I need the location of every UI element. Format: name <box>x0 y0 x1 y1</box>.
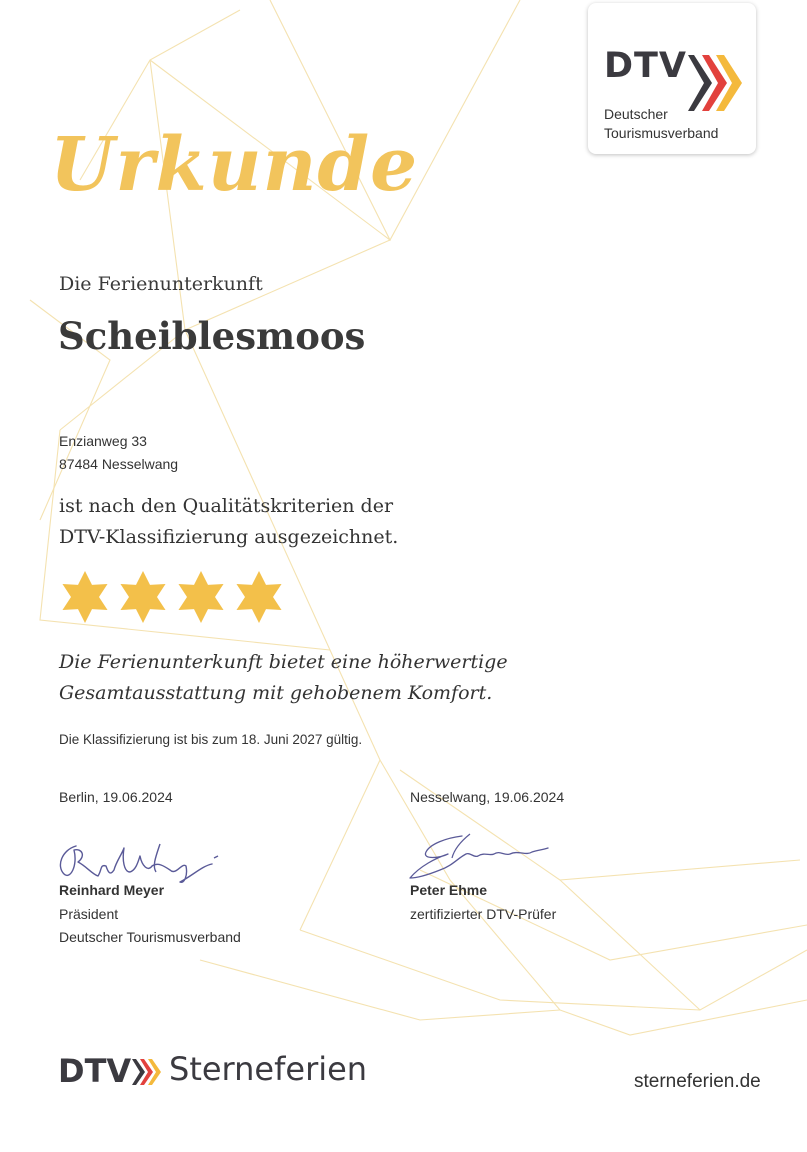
signer-name-right: Peter Ehme <box>410 882 488 898</box>
description-line-1: Die Ferienunterkunft bietet eine höherwertige <box>59 651 508 673</box>
signature-peter-ehme <box>400 828 560 884</box>
certificate-subtitle: Die Ferienunterkunft <box>59 273 263 295</box>
signer-role-right-1: zertifizierter DTV-Prüfer <box>410 906 557 922</box>
statement-line-1: ist nach den Qualitätskriterien der <box>59 495 394 517</box>
address-street: Enzianweg 33 <box>59 433 147 449</box>
signer-role-left-2: Deutscher Tourismusverband <box>59 929 241 945</box>
footer-logo-abbr: DTV <box>58 1052 132 1090</box>
footer-chevron-icon <box>131 1057 165 1087</box>
logo-text-line1: Deutscher <box>604 106 668 122</box>
signer-name-left: Reinhard Meyer <box>59 882 165 898</box>
property-name: Scheiblesmoos <box>58 314 366 358</box>
star-icon <box>174 570 228 624</box>
address-city: 87484 Nesselwang <box>59 456 179 472</box>
place-date-right: Nesselwang, 19.06.2024 <box>410 789 565 805</box>
chevron-logo-icon <box>686 51 746 115</box>
star-icon <box>232 570 286 624</box>
logo-text-line2: Tourismusverband <box>604 125 719 141</box>
star-icon <box>58 570 112 624</box>
star-rating <box>58 570 286 624</box>
description-line-2: Gesamtausstattung mit gehobenem Komfort. <box>59 682 493 704</box>
signer-role-left-1: Präsident <box>59 906 119 922</box>
certificate-title: Urkunde <box>50 122 419 208</box>
footer-url: sterneferien.de <box>634 1071 761 1092</box>
place-date-left: Berlin, 19.06.2024 <box>59 789 173 805</box>
signature-reinhard-meyer <box>52 836 232 886</box>
footer-brand-name: Sterneferien <box>169 1050 368 1088</box>
star-icon <box>116 570 170 624</box>
logo-abbr: DTV <box>604 46 688 86</box>
statement-line-2: DTV-Klassifizierung ausgezeichnet. <box>59 526 399 548</box>
dtv-logo-badge <box>588 3 756 154</box>
validity-note: Die Klassifizierung ist bis zum 18. Juni 2027 gültig. <box>59 732 363 747</box>
